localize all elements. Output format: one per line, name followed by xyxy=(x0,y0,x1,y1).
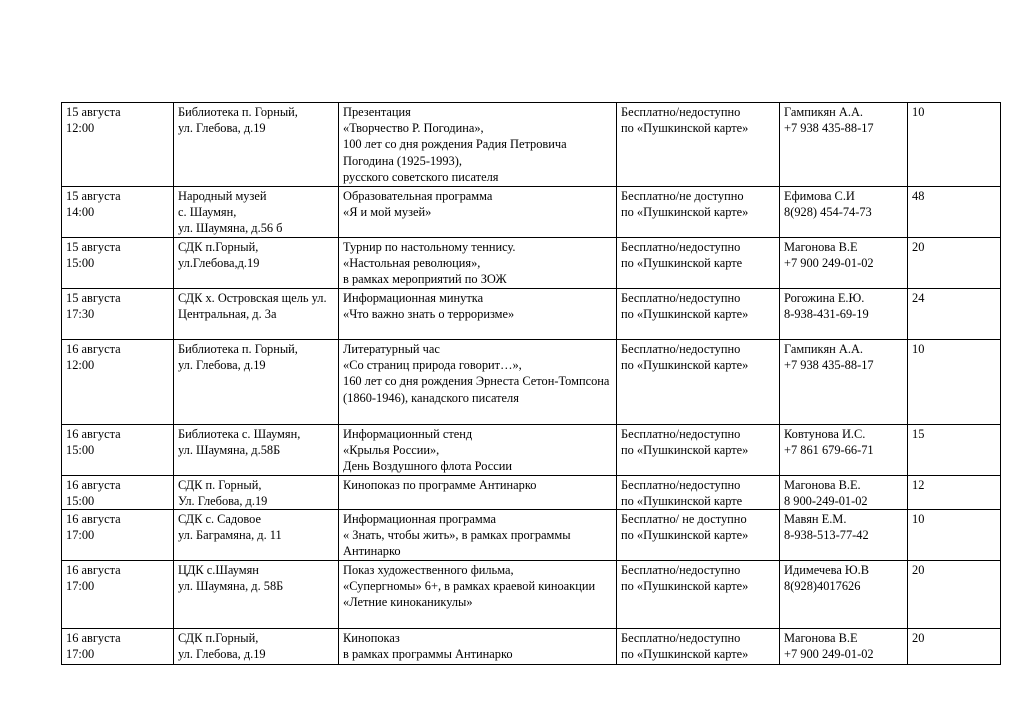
date-time-cell: 16 августа 17:00 xyxy=(62,510,174,561)
event-cell: Литературный час «Со страниц природа говорит…», 160 лет со дня рождения Эрнеста Сетон-Томпсона (1860-1946), канадского писателя xyxy=(339,340,617,425)
contact-cell: Гампикян А.А. +7 938 435-88-17 xyxy=(780,103,908,187)
date-time-cell: 16 августа 15:00 xyxy=(62,425,174,476)
count-cell: 20 xyxy=(908,238,1001,289)
count-cell: 20 xyxy=(908,561,1001,629)
venue-cell: Библиотека с. Шаумян, ул. Шаумяна, д.58Б xyxy=(174,425,339,476)
access-cell: Бесплатно/недоступно по «Пушкинской карте» xyxy=(617,629,780,665)
count-cell: 10 xyxy=(908,103,1001,187)
access-cell: Бесплатно/ не доступно по «Пушкинской карте» xyxy=(617,510,780,561)
access-cell: Бесплатно/не доступно по «Пушкинской карте» xyxy=(617,187,780,238)
access-cell: Бесплатно/недоступно по «Пушкинской карте» xyxy=(617,340,780,425)
venue-cell: СДК х. Островская щель ул. Центральная, д. 3а xyxy=(174,289,339,340)
date-time-cell: 15 августа 17:30 xyxy=(62,289,174,340)
date-time-cell: 16 августа 17:00 xyxy=(62,629,174,665)
table-row xyxy=(62,238,1001,289)
event-cell: Презентация «Творчество Р. Погодина», 100 лет со дня рождения Радия Петровича Погодина (1925-1993), русского советского писателя xyxy=(339,103,617,187)
count-cell: 12 xyxy=(908,475,1001,509)
contact-cell: Магонова В.Е +7 900 249-01-02 xyxy=(780,238,908,289)
event-cell: Кинопоказ по программе Антинарко xyxy=(339,475,617,509)
contact-cell: Ковтунова И.С. +7 861 679-66-71 xyxy=(780,425,908,476)
access-cell: Бесплатно/недоступно по «Пушкинской карте xyxy=(617,475,780,509)
table-row xyxy=(62,629,1001,665)
venue-cell: СДК с. Садовое ул. Баграмяна, д. 11 xyxy=(174,510,339,561)
event-cell: Кинопоказ в рамках программы Антинарко xyxy=(339,629,617,665)
date-time-cell: 16 августа 17:00 xyxy=(62,561,174,629)
event-cell: Турнир по настольному теннису. «Настольная революция», в рамках мероприятий по ЗОЖ xyxy=(339,238,617,289)
venue-cell: СДК п. Горный, Ул. Глебова, д.19 xyxy=(174,475,339,509)
contact-cell: Рогожина Е.Ю. 8-938-431-69-19 xyxy=(780,289,908,340)
venue-cell: Библиотека п. Горный, ул. Глебова, д.19 xyxy=(174,340,339,425)
access-cell: Бесплатно/недоступно по «Пушкинской карте» xyxy=(617,425,780,476)
date-time-cell: 15 августа 14:00 xyxy=(62,187,174,238)
access-cell: Бесплатно/недоступно по «Пушкинской карте» xyxy=(617,289,780,340)
count-cell: 15 xyxy=(908,425,1001,476)
venue-cell: СДК п.Горный, ул. Глебова, д.19 xyxy=(174,629,339,665)
contact-cell: Магонова В.Е +7 900 249-01-02 xyxy=(780,629,908,665)
date-time-cell: 16 августа 15:00 xyxy=(62,475,174,509)
date-time-cell: 15 августа 15:00 xyxy=(62,238,174,289)
table-row xyxy=(62,187,1001,238)
venue-cell: Библиотека п. Горный, ул. Глебова, д.19 xyxy=(174,103,339,187)
venue-cell: ЦДК с.Шаумян ул. Шаумяна, д. 58Б xyxy=(174,561,339,629)
event-cell: Информационный стенд «Крылья России», День Воздушного флота России xyxy=(339,425,617,476)
event-cell: Информационная программа « Знать, чтобы жить», в рамках программы Антинарко xyxy=(339,510,617,561)
count-cell: 10 xyxy=(908,340,1001,425)
contact-cell: Мавян Е.М. 8-938-513-77-42 xyxy=(780,510,908,561)
table-row xyxy=(62,340,1001,425)
table-row xyxy=(62,510,1001,561)
table-row xyxy=(62,289,1001,340)
date-time-cell: 16 августа 12:00 xyxy=(62,340,174,425)
access-cell: Бесплатно/недоступно по «Пушкинской карте xyxy=(617,238,780,289)
contact-cell: Ефимова С.И 8(928) 454-74-73 xyxy=(780,187,908,238)
access-cell: Бесплатно/недоступно по «Пушкинской карте» xyxy=(617,561,780,629)
events-table xyxy=(61,102,1001,665)
count-cell: 20 xyxy=(908,629,1001,665)
venue-cell: Народный музей с. Шаумян, ул. Шаумяна, д.56 б xyxy=(174,187,339,238)
date-time-cell: 15 августа 12:00 xyxy=(62,103,174,187)
count-cell: 10 xyxy=(908,510,1001,561)
venue-cell: СДК п.Горный, ул.Глебова,д.19 xyxy=(174,238,339,289)
table-row xyxy=(62,561,1001,629)
table-row xyxy=(62,425,1001,476)
contact-cell: Магонова В.Е. 8 900-249-01-02 xyxy=(780,475,908,509)
count-cell: 24 xyxy=(908,289,1001,340)
count-cell: 48 xyxy=(908,187,1001,238)
event-cell: Показ художественного фильма, «Супергномы» 6+, в рамках краевой киноакции «Летние киноканикулы» xyxy=(339,561,617,629)
access-cell: Бесплатно/недоступно по «Пушкинской карте» xyxy=(617,103,780,187)
event-cell: Информационная минутка «Что важно знать о терроризме» xyxy=(339,289,617,340)
contact-cell: Гампикян А.А. +7 938 435-88-17 xyxy=(780,340,908,425)
table-row xyxy=(62,103,1001,187)
contact-cell: Идимечева Ю.В 8(928)4017626 xyxy=(780,561,908,629)
table-row xyxy=(62,475,1001,509)
event-cell: Образовательная программа «Я и мой музей» xyxy=(339,187,617,238)
